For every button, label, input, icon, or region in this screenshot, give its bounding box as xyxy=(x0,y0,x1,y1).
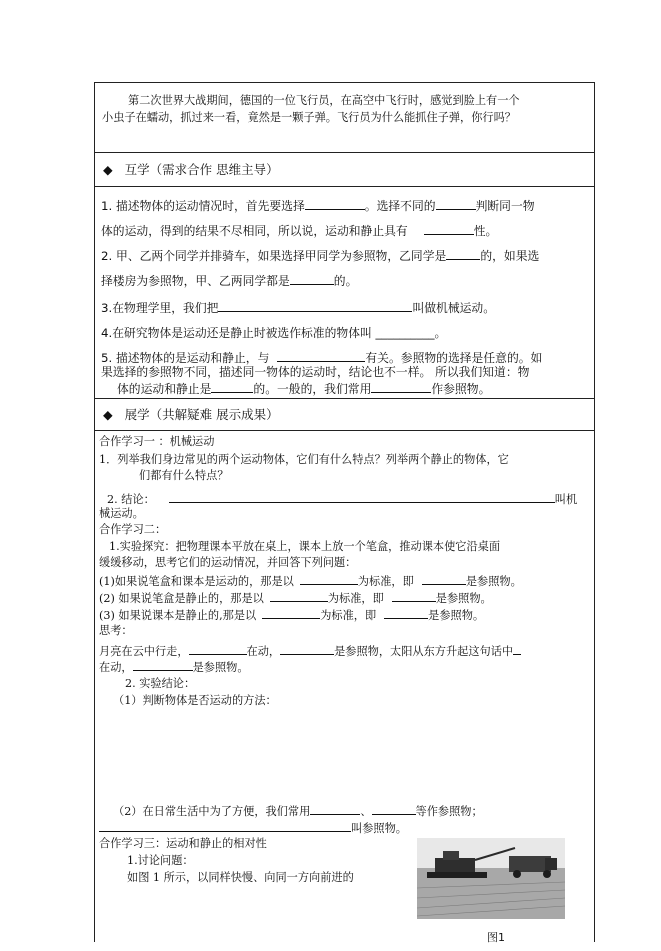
q5-blank-2[interactable] xyxy=(211,381,253,393)
bullet-icon: ◆ xyxy=(103,162,113,177)
worksheet-table xyxy=(94,82,595,942)
bullet-icon: ◆ xyxy=(103,407,113,422)
s2-p1-line: (1)如果说笔盒和课本是运动的，那是以 为标准，即 是参照物。 xyxy=(99,575,522,588)
s3-q1: 1.讨论问题： xyxy=(127,854,194,867)
s2-p2-blank-1[interactable] xyxy=(270,590,328,602)
q1-blank-1[interactable] xyxy=(305,198,365,210)
q1-blank-3[interactable] xyxy=(424,223,474,235)
q5-blank-3[interactable] xyxy=(371,381,431,393)
s3-title: 合作学习三：运动和静止的相对性 xyxy=(99,837,267,850)
intro-row xyxy=(95,83,594,153)
s1-q2-line: 2. 结论： 叫机 xyxy=(107,493,578,506)
zhanxue-header-row xyxy=(95,399,594,431)
s1-q1-line-2: 们都有什么特点？ xyxy=(139,469,229,482)
huxue-questions-row xyxy=(95,187,594,399)
q1-blank-2[interactable] xyxy=(436,198,476,210)
s2-p2-line: (2) 如果说笔盒是静止的，那是以 为标准，即 是参照物。 xyxy=(99,592,492,605)
think-blank-4[interactable] xyxy=(133,659,193,671)
conclusion-title: 2. 实验结论： xyxy=(125,677,196,690)
s2-title: 合作学习二： xyxy=(99,523,167,536)
q3-blank[interactable] xyxy=(218,300,412,312)
q2-blank-2[interactable] xyxy=(290,273,334,285)
conclusion-2-line-2: 叫参照物。 xyxy=(99,820,407,836)
huxue-header-row xyxy=(95,153,594,187)
q4-line: 4.在研究物体是运动还是静止时被选作标准的物体叫 __________。 xyxy=(101,326,447,340)
q5-line-1: 5. 描述物体的是运动和静止，与 有关。参照物的选择是任意的。如 xyxy=(101,351,543,365)
s2-p3-blank-1[interactable] xyxy=(262,607,320,619)
conclusion-1: （1）判断物体是否运动的方法： xyxy=(113,694,277,707)
q2-blank-1[interactable] xyxy=(446,248,480,260)
s2-p1-blank-1[interactable] xyxy=(300,573,358,585)
conc2-blank-2[interactable] xyxy=(372,803,416,815)
q5-line-2: 果选择的参照物不同，描述同一物体的运动时，结论也不一样。 所以我们知道：物 xyxy=(101,365,530,379)
q5-blank-1[interactable] xyxy=(277,350,365,362)
huxue-header xyxy=(103,163,279,177)
intro-line-1: 第二次世界大战期间，德国的一位飞行员，在高空中飞行时，感觉到脸上有一个 xyxy=(128,94,520,107)
zhanxue-title: 展学（共解疑难 展示成果） xyxy=(124,407,279,422)
conclusion-2-line-1: （2）在日常生活中为了方便，我们常用 、 等作参照物； xyxy=(113,805,483,818)
conc2-blank-1[interactable] xyxy=(310,803,360,815)
s2-exp-line-1: 1.实验探究：把物理课本平放在桌上，课本上放一个笔盒，推动课本使它沿桌面 xyxy=(109,540,501,553)
think-blank-3[interactable] xyxy=(513,643,521,655)
s1-q2-line-2: 械运动。 xyxy=(99,507,144,520)
figure-caption: 图1 xyxy=(487,931,505,944)
s2-p3-line: (3) 如果说课本是静止的,那是以 为标准，即 是参照物。 xyxy=(99,609,485,622)
think-blank-1[interactable] xyxy=(189,643,247,655)
q5-line-3: 体的运动和静止是 的。一般的，我们常用 作参照物。 xyxy=(117,382,491,396)
think-line-1: 月亮在云中行走， 在动， 是参照物，太阳从东方升起这句话中 xyxy=(99,643,521,659)
zhanxue-header xyxy=(103,408,279,422)
s2-p1-blank-2[interactable] xyxy=(422,573,466,585)
harvester-photo xyxy=(417,838,565,919)
s3-q1-text: 如图 1 所示，以同样快慢、向同一方向前进的 xyxy=(127,871,354,884)
intro-line-2: 小虫子在蠕动，抓过来一看，竟然是一颗子弹。飞行员为什么能抓住子弹，你行吗？ xyxy=(102,111,516,124)
conc2-blank-3[interactable] xyxy=(99,820,351,832)
q3-line: 3.在物理学里，我们把 叫做机械运动。 xyxy=(101,301,496,315)
s2-exp-line-2: 缓缓移动，思考它们的运动情况，并回答下列问题： xyxy=(99,556,357,569)
q2-line-2: 择楼房为参照物，甲、乙两同学都是 的。 xyxy=(101,274,358,288)
q1-line-2: 体的运动，得到的结果不尽相同，所以说，运动和静止具有 性。 xyxy=(101,224,498,238)
huxue-title: 互学（需求合作 思维主导） xyxy=(124,162,279,177)
q1-line-1: 1. 描述物体的运动情况时，首先要选择 。选择不同的 判断同一物 xyxy=(101,199,535,213)
think-blank-2[interactable] xyxy=(280,643,334,655)
q2-line-1: 2. 甲、乙两个同学并排骑车，如果选择甲同学为参照物，乙同学是 的，如果选 xyxy=(101,249,540,263)
think-line-2: 在动， 是参照物。 xyxy=(99,661,249,674)
s1-q1-line-1: 1．列举我们身边常见的两个运动物体，它们有什么特点？列举两个静止的物体，它 xyxy=(99,453,509,466)
think-label: 思考： xyxy=(99,624,133,637)
s1-title: 合作学习一 ：机械运动 xyxy=(99,435,215,448)
s2-p3-blank-2[interactable] xyxy=(384,607,428,619)
s1-q2-blank[interactable] xyxy=(169,491,555,503)
s2-p2-blank-2[interactable] xyxy=(392,590,436,602)
